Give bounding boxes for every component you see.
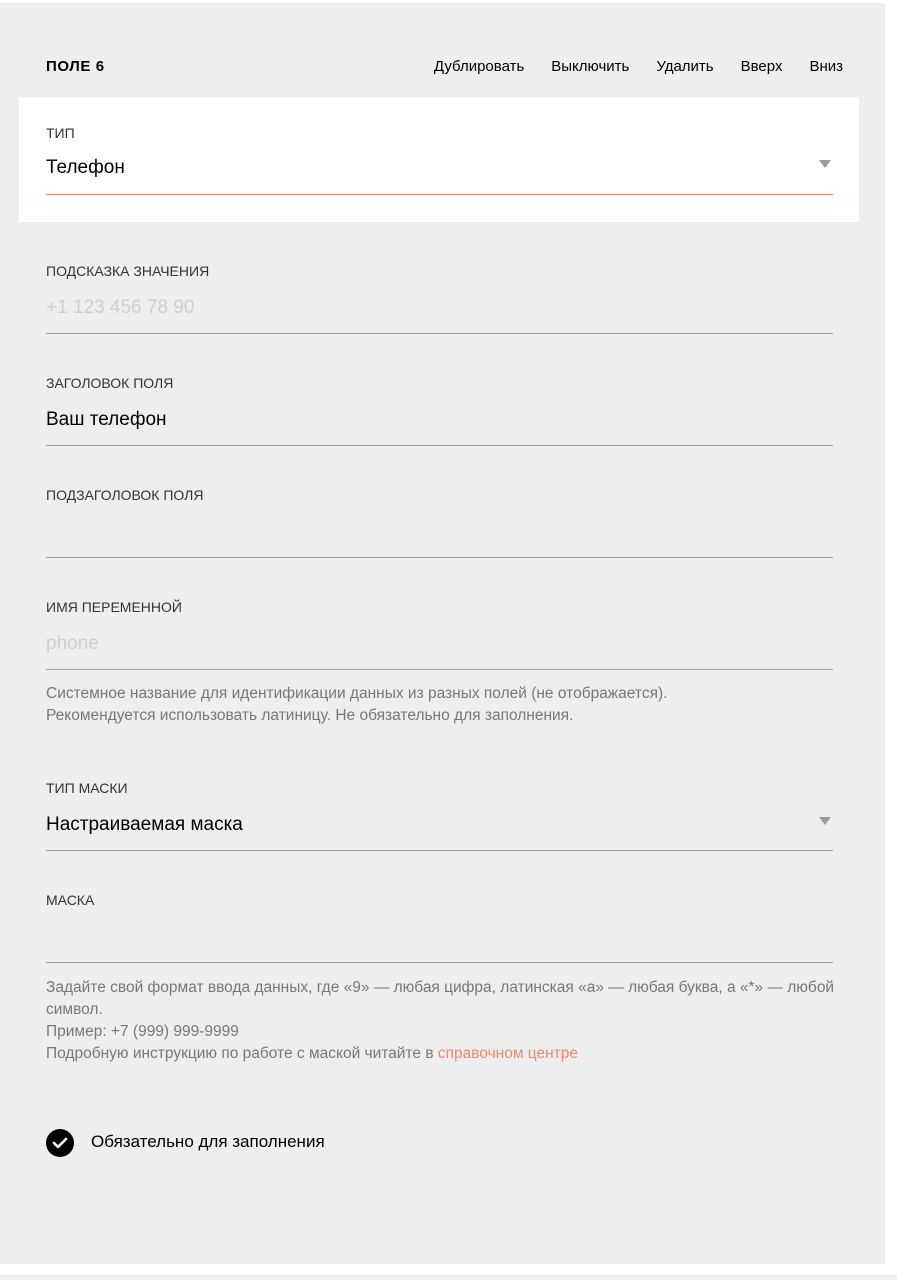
chevron-down-icon[interactable] — [819, 817, 831, 825]
delete-button[interactable]: Удалить — [656, 58, 714, 75]
mask-type-label: ТИП МАСКИ — [46, 780, 128, 796]
field-subtitle-input[interactable] — [46, 521, 833, 551]
disable-button[interactable]: Выключить — [551, 58, 630, 75]
mask-type-select[interactable]: Настраиваемая маска — [46, 814, 243, 835]
field-subtitle-label: ПОДЗАГОЛОВОК ПОЛЯ — [46, 487, 204, 503]
variable-help-line-2: Рекомендуется использовать латиницу. Не обязательно для заполнения. — [46, 707, 574, 724]
mask-underline — [46, 962, 833, 963]
field-title-label: ЗАГОЛОВОК ПОЛЯ — [46, 375, 174, 391]
type-select[interactable]: Телефон — [46, 157, 125, 178]
placeholder-label: ПОДСКАЗКА ЗНАЧЕНИЯ — [46, 263, 210, 279]
placeholder-input[interactable]: +1 123 456 78 90 — [46, 297, 195, 318]
type-select-underline — [46, 194, 833, 195]
checkmark-icon — [52, 1136, 68, 1150]
field-subtitle-underline — [46, 557, 833, 558]
mask-help-line-3 — [46, 1043, 836, 1065]
mask-input[interactable] — [46, 926, 833, 956]
type-select-card — [19, 97, 859, 222]
mask-help — [46, 977, 836, 1065]
variable-name-underline — [46, 669, 833, 670]
move-up-button[interactable]: Вверх — [740, 58, 783, 75]
mask-help-line-2: Пример: +7 (999) 999-9999 — [46, 1023, 239, 1040]
mask-help-line-1: Задайте свой формат ввода данных, где «9» — любая цифра, латинская «a» — любая буква, а «*» — любой символ. — [46, 979, 835, 1018]
duplicate-button[interactable]: Дублировать — [433, 58, 525, 75]
field-title: ПОЛЕ 6 — [46, 58, 105, 75]
field-actions — [434, 58, 843, 75]
next-panel-edge — [0, 1275, 897, 1280]
placeholder-underline — [46, 333, 833, 334]
variable-name-label: ИМЯ ПЕРЕМЕННОЙ — [46, 599, 182, 615]
required-checkbox[interactable] — [46, 1129, 74, 1157]
help-center-link[interactable]: справочном центре — [437, 1045, 579, 1062]
variable-name-input[interactable]: phone — [46, 633, 99, 654]
required-checkbox-label[interactable]: Обязательно для заполнения — [91, 1132, 325, 1151]
variable-name-help — [46, 683, 836, 727]
move-down-button[interactable]: Вниз — [809, 58, 843, 75]
field-title-input[interactable]: Ваш телефон — [46, 409, 167, 430]
mask-help-text: Подробную инструкцию по работе с маской читайте в — [46, 1045, 438, 1062]
mask-label: МАСКА — [46, 892, 95, 908]
type-label: ТИП — [46, 125, 75, 141]
chevron-down-icon[interactable] — [819, 160, 831, 168]
field-title-underline — [46, 445, 833, 446]
variable-help-line-1: Системное название для идентификации данных из разных полей (не отображается). — [46, 685, 668, 702]
mask-type-underline — [46, 850, 833, 851]
